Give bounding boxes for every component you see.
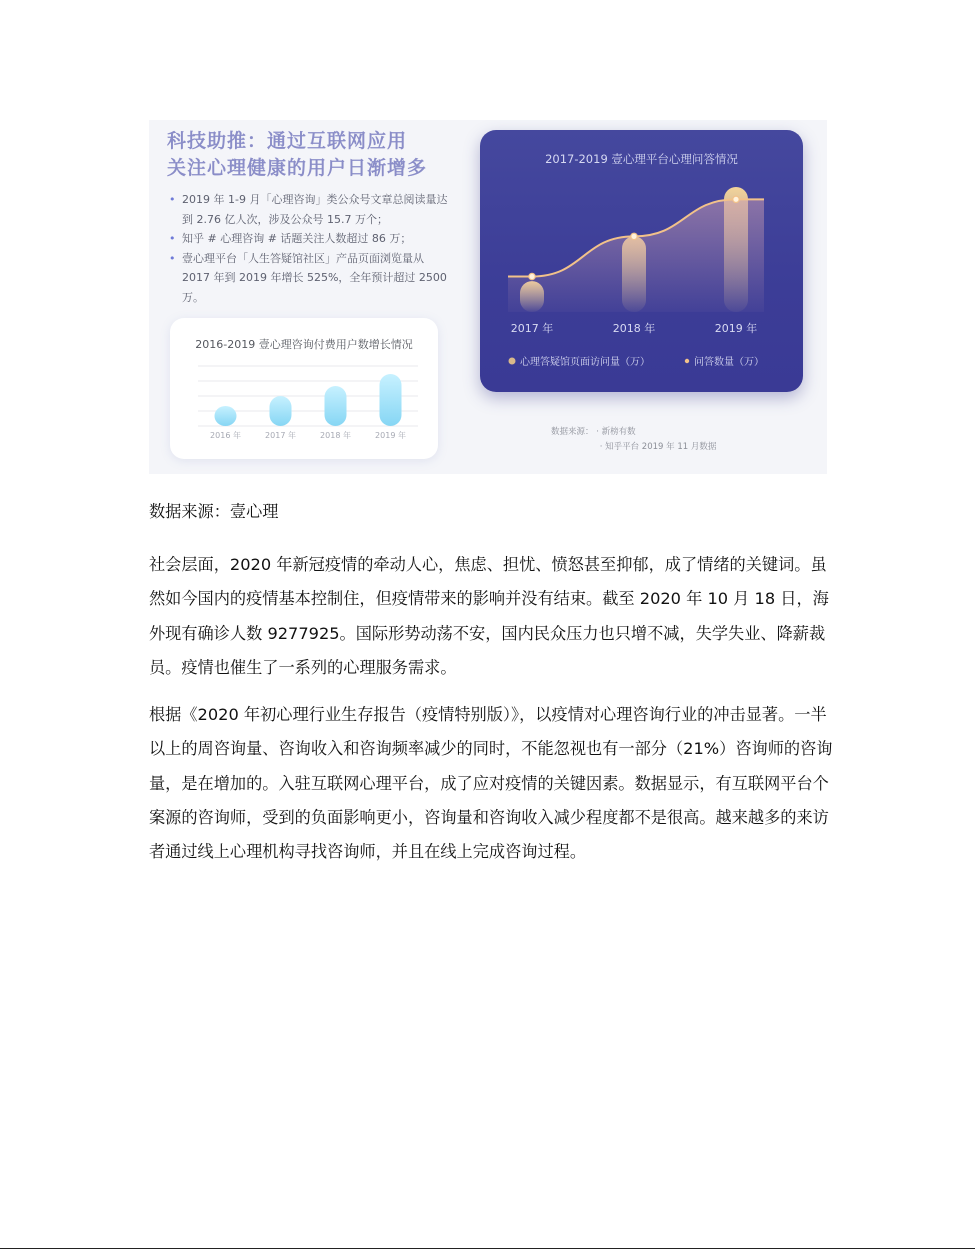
infographic-bullet-list [169, 190, 449, 307]
x-tick-label: 2019 年 [714, 322, 758, 335]
paid-users-chart-card [170, 318, 438, 459]
source-label: 数据来源： [551, 427, 594, 437]
x-tick-label: 2018 年 [320, 431, 351, 440]
infographic-title-line: 科技助推：通过互联网应用 [167, 130, 408, 152]
bar [380, 374, 402, 426]
legend-label: 问答数量（万） [694, 357, 764, 368]
bullet-item: • 壹心理平台「人生答疑馆社区」产品页面浏览量从 2017 年到 2019 年增长 525%，全年预计超过 2500 万。 [169, 249, 449, 308]
x-tick-label: 2018 年 [612, 322, 656, 335]
page-bottom-rule [0, 1248, 975, 1249]
chart-title: 2016-2019 壹心理咨询付费用户数增长情况 [195, 338, 413, 351]
body-paragraph: 社会层面，2020 年新冠疫情的牵动人心，焦虑、担忧、愤怒甚至抑郁，成了情绪的关键词。虽然如今国内的疫情基本控制住，但疫情带来的影响并没有结束。截至 2020 年 10 月 18 日，海外现有确诊人数 9277925。国际形势动荡不安，国内民众压力也只增不减，失学失业、降薪裁员。疫情也催生了一系列的心理服务需求。 [149, 555, 829, 677]
body-paragraph: 根据《2020 年初心理行业生存报告（疫情特别版）》，以疫情对心理咨询行业的冲击显著。一半以上的周咨询量、咨询收入和咨询频率减少的同时，不能忽视也有一部分（21%）咨询师的咨询量，是在增加的。入驻互联网心理平台，成了应对疫情的关键因素。数据显示，有互联网平台个案源的咨询师，受到的负面影响更小，咨询量和咨询收入减少程度都不是很高。越来越多的来访者通过线上心理机构寻找咨询师，并且在线上完成咨询过程。 [149, 705, 833, 862]
bullet-item: • 知乎 # 心理咨询 # 话题关注人数超过 86 万； [169, 229, 449, 249]
line-point [529, 273, 535, 279]
chart-title: 2017-2019 壹心理平台心理问答情况 [545, 152, 738, 166]
legend-marker [685, 359, 689, 363]
source-item: 新榜有数 [601, 427, 636, 437]
line-point [631, 233, 637, 239]
legend-marker [509, 358, 516, 365]
bullet-item: • 2019 年 1-9 月「心理咨询」类公众号文章总阅读量达到 2.76 亿人次，涉及公众号 15.7 万个； [169, 190, 449, 229]
source-note: 数据来源： · 新榜有数 · 知乎平台 2019 年 11 月数据 [551, 427, 717, 452]
infographic-title [167, 128, 427, 182]
source-item: 知乎平台 2019 年 11 月数据 [605, 442, 717, 452]
x-tick-label: 2017 年 [510, 322, 554, 335]
paid-users-bar-chart [170, 318, 438, 459]
qa-combo-chart [480, 130, 803, 392]
figure-caption: 数据来源：壹心理 [149, 502, 279, 521]
x-tick-label: 2016 年 [210, 431, 241, 440]
infographic-title-line: 关注心理健康的用户日渐增多 [167, 157, 428, 179]
x-tick-label: 2019 年 [375, 431, 406, 440]
infographic-image [149, 120, 827, 474]
legend-label: 心理答疑馆页面访问量（万） [520, 357, 650, 368]
qa-chart-card [480, 130, 803, 392]
bar [215, 406, 237, 426]
bar [325, 386, 347, 426]
line-point [733, 196, 739, 202]
line-area [508, 199, 764, 312]
x-tick-label: 2017 年 [265, 431, 296, 440]
bar [270, 396, 292, 426]
